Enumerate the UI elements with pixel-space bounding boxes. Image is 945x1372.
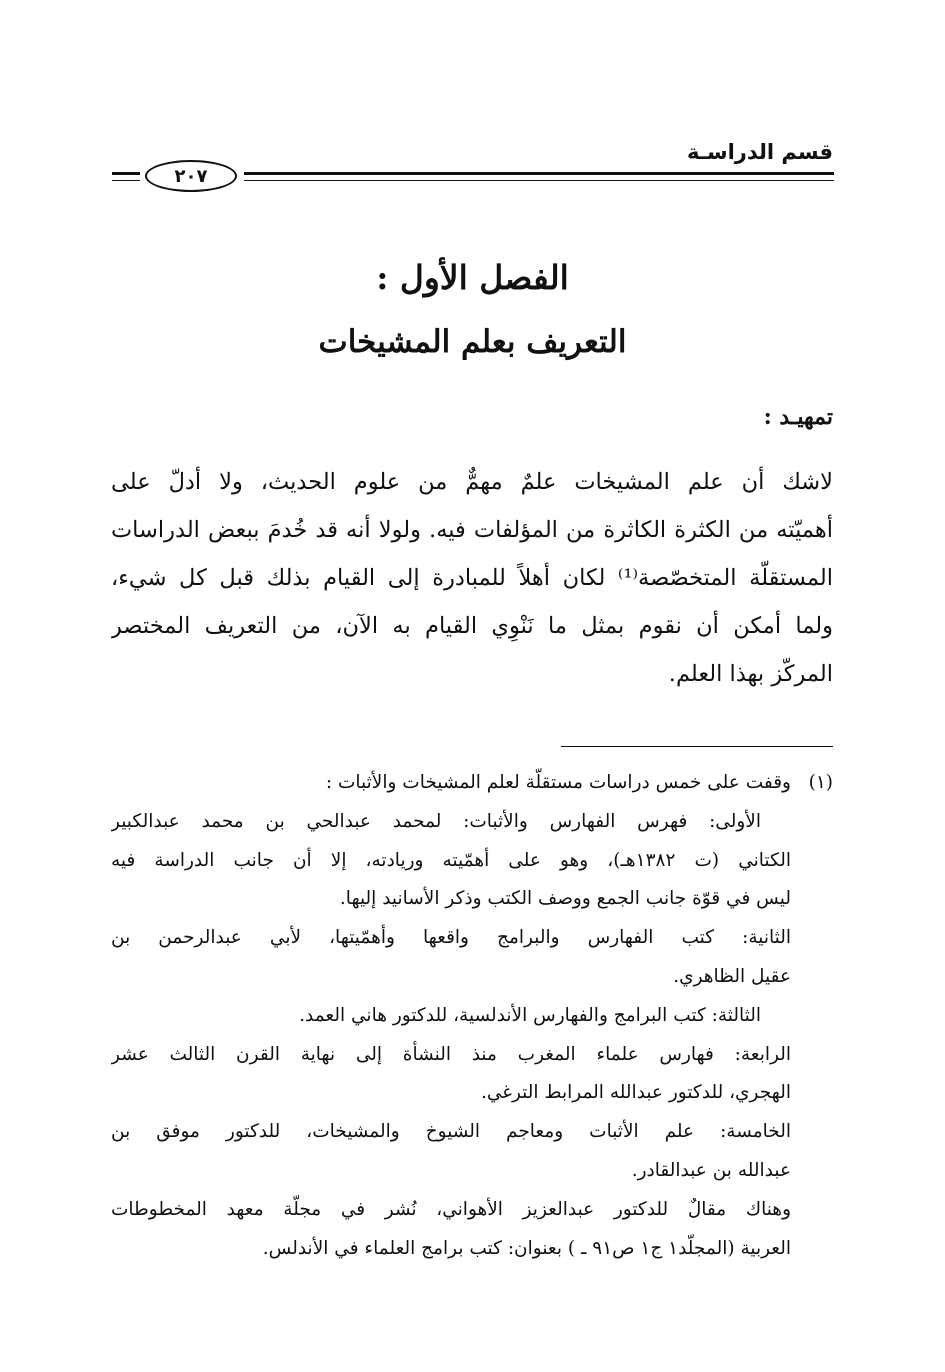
footnote-line: وهناك مقالٌ للدكتور عبدالعزيز الأهواني، نُشر في مجلّة معهد المخطوطات — [111, 1198, 791, 1220]
footnote-line: الهجري، للدكتور عبدالله المرابط الترغي. — [480, 1082, 791, 1104]
footnote-line: ليس في قوّة جانب الجمع ووصف الكتب وذكر الأسانيد إليها. — [339, 888, 791, 910]
footnote-separator — [561, 746, 833, 747]
footnote-line: الرابعة: فهارس علماء المغرب منذ النشأة إلى نهاية القرن الثالث عشر — [111, 1043, 791, 1065]
paragraph-line: المستقلّة المتخصّصة⁽¹⁾ لكان أهلاً للمبادرة إلى القيام بذلك قبل كل شيء، — [111, 565, 833, 591]
paragraph-line: أهميّته من الكثرة الكاثرة من المؤلفات فيه. ولولا أنه قد خُدمَ ببعض الدراسات — [111, 517, 833, 543]
footnote-line: الأولى: فهرس الفهارس والأثبات: لمحمد عبدالحي بن محمد عبدالكبير — [111, 810, 761, 832]
paragraph-line: ولما أمكن أن نقوم بمثل ما نَنْوِي القيام به الآن، من التعريف المختصر — [111, 613, 833, 639]
footnote-line: الخامسة: علم الأثبات ومعاجم الشيوخ والمشيخات، للدكتور موفق بن — [111, 1121, 791, 1143]
footnote-text: وقفت على خمس دراسات مستقلّة لعلم المشيخات والأثبات : — [325, 772, 791, 793]
footnote-line: العربية (المجلّد١ ج١ ص٩١ ـ ) بعنوان: كتب برامج العلماء في الأندلس. — [262, 1237, 791, 1259]
footnote-line: الكتاني (ت ١٣٨٢هـ)، وهو على أهمّيته وريادته، إلا أن جانب الدراسة فيه — [111, 849, 791, 871]
footnote-line: عبدالله بن عبدالقادر. — [631, 1159, 791, 1181]
intro-paragraph — [111, 458, 833, 698]
page-number: ٢٠٧ — [145, 160, 237, 192]
intro-heading: تمهيـد : — [763, 404, 833, 430]
paragraph-line: المركّز بهذا العلم. — [668, 661, 833, 687]
footnote-line — [111, 764, 833, 803]
header-double-rule — [244, 172, 834, 181]
footnote-line: الثالثة: كتب البرامج والفهارس الأندلسية، للدكتور هاني العمد. — [299, 1004, 761, 1026]
running-header-section-title: قسم الدراسـة — [687, 140, 833, 164]
footnote-line: الثانية: كتب الفهارس والبرامج واقعها وأهمّيتها، لأبي عبدالرحمن بن — [111, 927, 791, 949]
chapter-title: الفصل الأول : — [376, 258, 569, 297]
footnotes-block — [111, 764, 833, 1268]
footnote-marker: (١) — [808, 772, 833, 793]
header-double-rule-end — [112, 172, 140, 181]
footnote-line: عقيل الظاهري. — [673, 965, 791, 987]
chapter-subtitle: التعريف بعلم المشيخات — [318, 324, 627, 360]
paragraph-line: لاشك أن علم المشيخات علمٌ مهمٌّ من علوم الحديث، ولا أدلّ على — [111, 469, 833, 495]
